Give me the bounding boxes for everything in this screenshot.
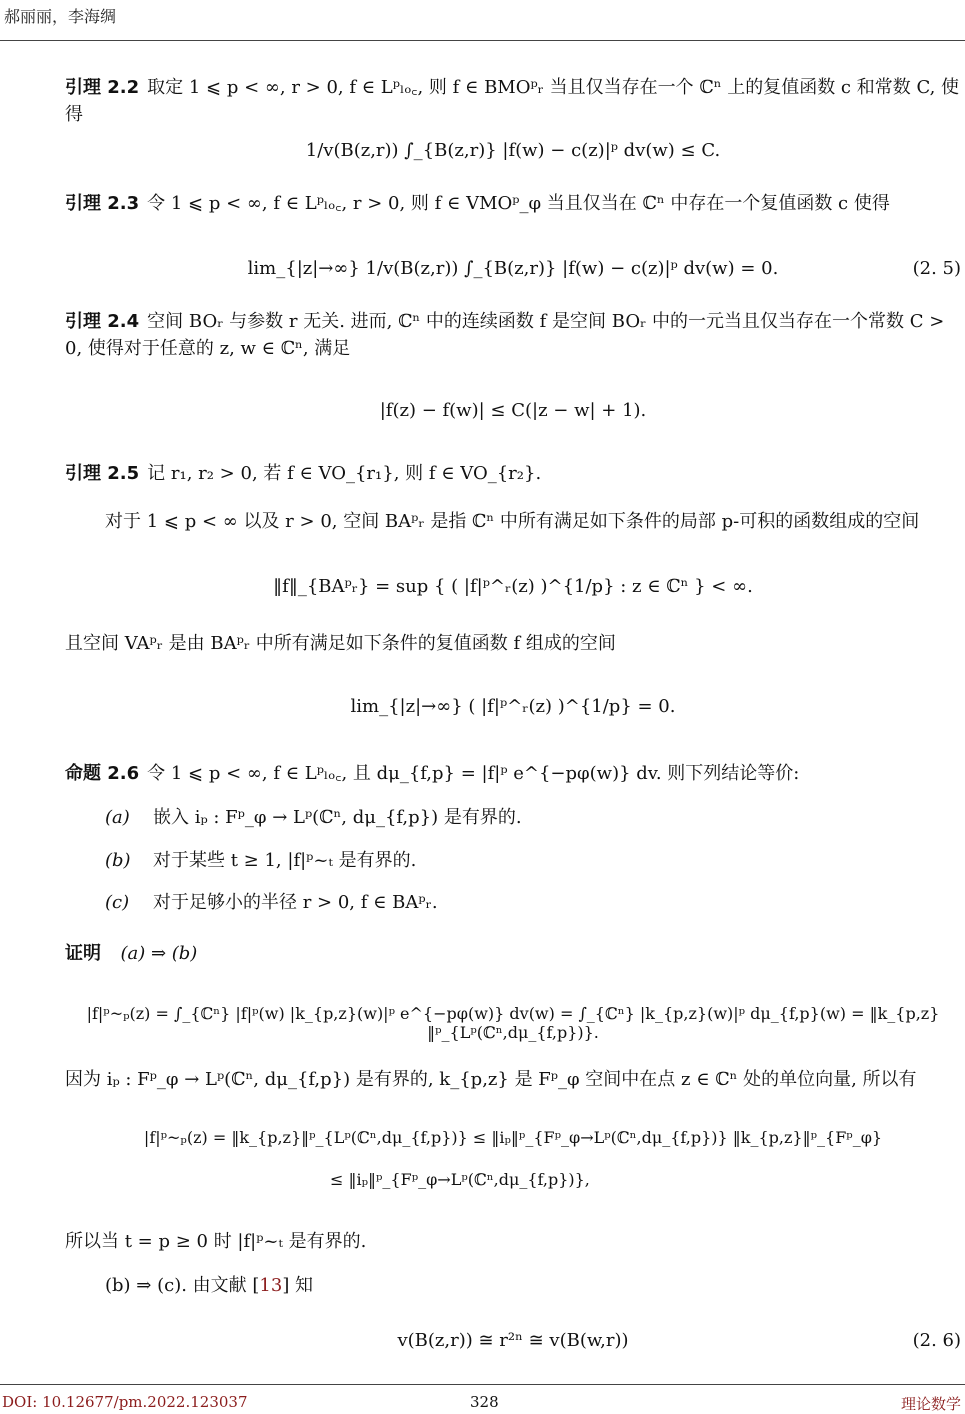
equation-proof-2b: ≤ ‖iₚ‖ᵖ_{Fᵖ_φ→Lᵖ(ℂⁿ,dμ_{f,p})}, — [330, 1170, 590, 1189]
lemma-text: 取定 1 ⩽ p < ∞, r > 0, f ∈ Lᵖₗₒ꜀, 则 f ∈ BMOᵖᵣ 当且仅当存在一个 ℂⁿ 上的复值函数 c 和常数 C, 使得 — [65, 77, 960, 125]
lemma-2-3 — [65, 190, 961, 217]
proposition-item-c: (c) 对于足够小的半径 r > 0, f ∈ BAᵖᵣ. — [105, 892, 438, 913]
equation-proof-1: |f|ᵖ~ₚ(z) = ∫_{ℂⁿ} |f|ᵖ(w) |k_{p,z}(w)|ᵖ e^{−pφ(w)} dv(w) = ∫_{ℂⁿ} |k_{p,z}(w)|ᵖ dμ_{f,p}(w) = ‖k_{p,z}‖ᵖ_{Lᵖ(ℂⁿ,dμ_{f,p})}. — [86, 1004, 940, 1042]
lemma-text: 空间 BOᵣ 与参数 r 无关. 进而, ℂⁿ 中的连续函数 f 是空间 BOᵣ 中的一元当且仅当存在一个常数 C > 0, 使得对于任意的 z, w ∈ ℂⁿ, 满足 — [65, 311, 945, 359]
equation-2-6: v(B(z,r)) ≅ r²ⁿ ≅ v(B(w,r)) — [397, 1330, 629, 1351]
lemma-text: 令 1 ⩽ p < ∞, f ∈ Lᵖₗₒ꜀, r > 0, 则 f ∈ VMOᵖ_φ 当且仅当在 ℂⁿ 中存在一个复值函数 c 使得 — [147, 193, 890, 214]
lemma-2-2 — [65, 74, 961, 128]
citation-link[interactable]: 13 — [259, 1275, 283, 1296]
proof-text-3: (b) ⇒ (c). 由文献 [13] 知 — [105, 1275, 314, 1296]
lemma-text: 记 r₁, r₂ > 0, 若 f ∈ VO_{r₁}, 则 f ∈ VO_{r₂}. — [147, 463, 542, 484]
proposition-item-b: (b) 对于某些 t ≥ 1, |f|ᵖ~ₜ 是有界的. — [105, 850, 417, 871]
paragraph-va-definition: 且空间 VAᵖᵣ 是由 BAᵖᵣ 中所有满足如下条件的复值函数 f 组成的空间 — [65, 633, 616, 654]
equation-va-limit: lim_{|z|→∞} ( |f|ᵖ^ᵣ(z) )^{1/p} = 0. — [350, 696, 676, 717]
lemma-2-5 — [65, 460, 961, 487]
proof-step: (a) ⇒ (b) — [120, 943, 198, 964]
running-header-authors: 郝丽丽，李海绸 — [4, 7, 117, 26]
lemma-label: 引理 2.4 — [65, 311, 140, 332]
equation-lemma-2-2: 1/v(B(z,r)) ∫_{B(z,r)} |f(w) − c(z)|ᵖ dv(w) ≤ C. — [305, 140, 721, 161]
equation-lemma-2-4: |f(z) − f(w)| ≤ C(|z − w| + 1). — [379, 400, 647, 421]
footer-doi-link[interactable]: DOI: 10.12677/pm.2022.123037 — [2, 1393, 248, 1411]
footer-rule — [0, 1384, 965, 1385]
proof-label: 证明 — [65, 943, 101, 964]
lemma-2-4 — [65, 308, 961, 362]
equation-ba-norm: ‖f‖_{BAᵖᵣ} = sup { ( |f|ᵖ^ᵣ(z) )^{1/p} : z ∈ ℂⁿ } < ∞. — [273, 576, 753, 597]
page-number: 328 — [470, 1393, 499, 1411]
proof-text-2: 所以当 t = p ≥ 0 时 |f|ᵖ~ₜ 是有界的. — [65, 1231, 367, 1252]
proof-start — [65, 940, 961, 967]
lemma-label: 引理 2.2 — [65, 77, 140, 98]
proposition-text: 令 1 ⩽ p < ∞, f ∈ Lᵖₗₒ꜀, 且 dμ_{f,p} = |f|ᵖ e^{−pφ(w)} dv. 则下列结论等价: — [147, 763, 800, 784]
paragraph-ba-definition: 对于 1 ⩽ p < ∞ 以及 r > 0, 空间 BAᵖᵣ 是指 ℂⁿ 中所有满足如下条件的局部 p-可积的函数组成的空间 — [105, 511, 920, 532]
lemma-label: 引理 2.5 — [65, 463, 140, 484]
equation-2-5: lim_{|z|→∞} 1/v(B(z,r)) ∫_{B(z,r)} |f(w) − c(z)|ᵖ dv(w) = 0. — [247, 258, 779, 279]
proposition-label: 命题 2.6 — [65, 763, 140, 784]
equation-proof-2a: |f|ᵖ~ₚ(z) = ‖k_{p,z}‖ᵖ_{Lᵖ(ℂⁿ,dμ_{f,p})} ≤ ‖iₚ‖ᵖ_{Fᵖ_φ→Lᵖ(ℂⁿ,dμ_{f,p})} ‖k_{p,z}‖ᵖ_{Fᵖ_φ} — [143, 1128, 883, 1147]
proposition-item-a: (a) 嵌入 iₚ : Fᵖ_φ → Lᵖ(ℂⁿ, dμ_{f,p}) 是有界的. — [105, 807, 522, 828]
proof-text-1: 因为 iₚ : Fᵖ_φ → Lᵖ(ℂⁿ, dμ_{f,p}) 是有界的, k_{p,z} 是 Fᵖ_φ 空间中在点 z ∈ ℂⁿ 处的单位向量, 所以有 — [65, 1069, 917, 1090]
equation-number-2-5: (2. 5) — [912, 258, 961, 279]
equation-number-2-6: (2. 6) — [912, 1330, 961, 1351]
footer-journal-link[interactable]: 理论数学 — [900, 1395, 961, 1413]
proposition-2-6 — [65, 760, 961, 787]
header-rule — [0, 40, 965, 41]
lemma-label: 引理 2.3 — [65, 193, 140, 214]
